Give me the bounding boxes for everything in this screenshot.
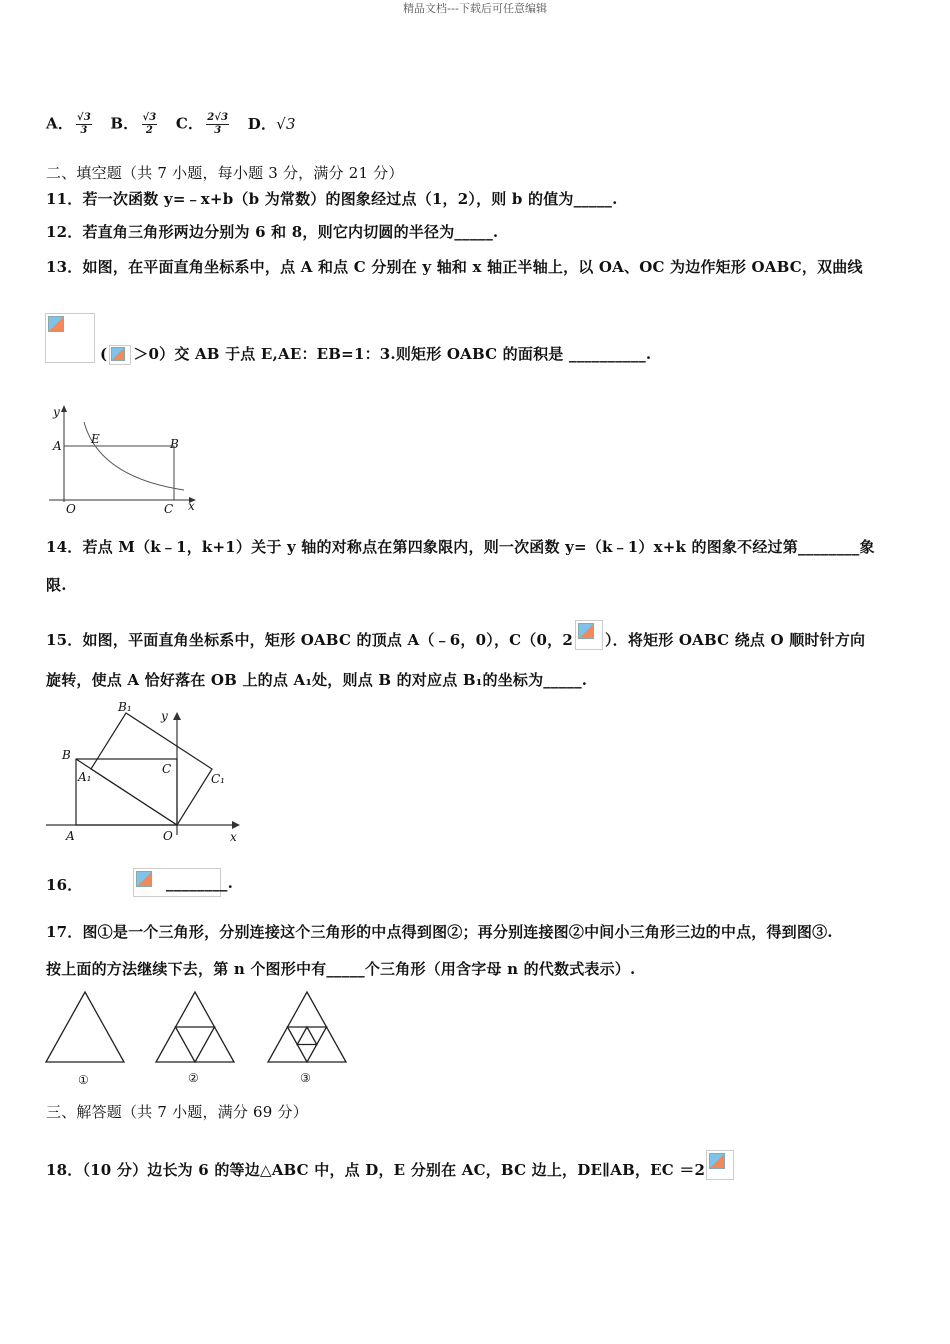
q13-inline-image — [109, 345, 131, 365]
question-17-line2: 按上面的方法继续下去，第 n 个图形中有_____个三角形（用含字母 n 的代数式表示）. — [46, 960, 636, 978]
q18-sqrt-image — [706, 1150, 734, 1180]
question-16-label: 16． — [46, 876, 83, 894]
section3-title: 三、解答题（共 7 小题，满分 69 分） — [46, 1103, 308, 1121]
question-14-line1: 14．若点 M（k﹣1，k+1）关于 y 轴的对称点在第四象限内，则一次函数 y=（k﹣1）x+k 的图象不经过第________象 — [46, 538, 875, 556]
figure-15-rotation — [44, 695, 248, 847]
section2-title: 二、填空题（共 7 小题，每小题 3 分，满分 21 分） — [46, 164, 404, 182]
question-13-line2 — [100, 343, 651, 365]
option-b-label: B． — [110, 114, 139, 133]
broken-image-icon — [111, 347, 125, 361]
broken-image-icon — [136, 871, 152, 887]
question-15-line1 — [46, 620, 865, 650]
question-12: 12．若直角三角形两边分别为 6 和 8，则它内切圆的半径为_____. — [46, 223, 499, 241]
question-18 — [46, 1150, 734, 1180]
page-header: 精品文档---下载后可任意编辑 — [403, 2, 547, 15]
q13-open-paren: ( — [100, 345, 108, 363]
fig15-label-b: B — [62, 748, 71, 762]
fig13-label-b: B — [170, 437, 179, 451]
q13-line2-text: ＞0）交 AB 于点 E,AE：EB=1：3.则矩形 OABC 的面积是 __________. — [133, 345, 652, 363]
q15-line1-part2: ）．将矩形 OABC 绕点 O 顺时针方向 — [604, 631, 866, 649]
question-17-line1: 17．图①是一个三角形，分别连接这个三角形的中点得到图②；再分别连接图②中间小三角形三边的中点，得到图③. — [46, 923, 833, 941]
broken-image-icon — [48, 316, 64, 332]
question-14-line2: 限. — [46, 576, 67, 594]
fig15-label-a1: A₁ — [78, 770, 92, 784]
figure-17-triangles — [44, 988, 354, 1088]
q15-line1-part1: 15．如图，平面直角坐标系中，矩形 OABC 的顶点 A（﹣6，0），C（0，2 — [46, 631, 573, 649]
fig13-label-y: y — [53, 405, 60, 419]
q18-text: 18．（10 分）边长为 6 的等边△ABC 中，点 D，E 分别在 AC，BC 边上，DE∥AB，EC ＝2 — [46, 1161, 706, 1179]
option-c-label: C． — [175, 114, 204, 133]
q13-hyperbola-image — [45, 313, 95, 363]
option-c-fraction: $\frac{2√3}{3}$ — [207, 112, 229, 136]
q10-options — [46, 112, 306, 137]
question-11: 11．若一次函数 y=﹣x+b（b 为常数）的图象经过点（1，2），则 b 的值为_____. — [46, 190, 618, 208]
fig15-label-x: x — [230, 830, 237, 844]
fig15-label-c1: C₁ — [211, 772, 225, 786]
broken-image-icon — [709, 1153, 725, 1169]
broken-image-icon — [578, 623, 594, 639]
option-d-label: D． — [247, 114, 277, 133]
option-b-fraction: $\frac{√3}{2}$ — [142, 112, 157, 136]
fig15-label-b1: B₁ — [118, 700, 132, 714]
question-13-line1: 13．如图，在平面直角坐标系中，点 A 和点 C 分别在 y 轴和 x 轴正半轴上，以 OA、OC 为边作矩形 OABC，双曲线 — [46, 258, 863, 276]
fig15-label-c: C — [162, 762, 172, 776]
option-d-value: √3 — [276, 114, 296, 133]
fig15-label-a: A — [66, 829, 75, 843]
question-16-blank: ________. — [166, 874, 234, 892]
q15-sqrt-image — [575, 620, 603, 650]
fig13-label-o: O — [66, 502, 76, 516]
option-a-label: A． — [46, 114, 74, 133]
fig15-label-y: y — [161, 709, 168, 723]
fig13-label-x: x — [188, 499, 195, 513]
fig17-label-1: ① — [78, 1073, 89, 1087]
fig17-label-3: ③ — [300, 1071, 311, 1085]
option-a-fraction: $\frac{√3}{3}$ — [77, 112, 91, 136]
question-15-line2: 旋转，使点 A 恰好落在 OB 上的点 A₁处，则点 B 的对应点 B₁的坐标为_____. — [46, 671, 588, 689]
fig13-label-e: E — [91, 432, 100, 446]
fig13-label-c: C — [164, 502, 174, 516]
fig13-label-a: A — [53, 439, 62, 453]
fig15-label-o: O — [163, 829, 173, 843]
fig17-label-2: ② — [188, 1071, 199, 1085]
figure-13-hyperbola — [44, 402, 204, 520]
